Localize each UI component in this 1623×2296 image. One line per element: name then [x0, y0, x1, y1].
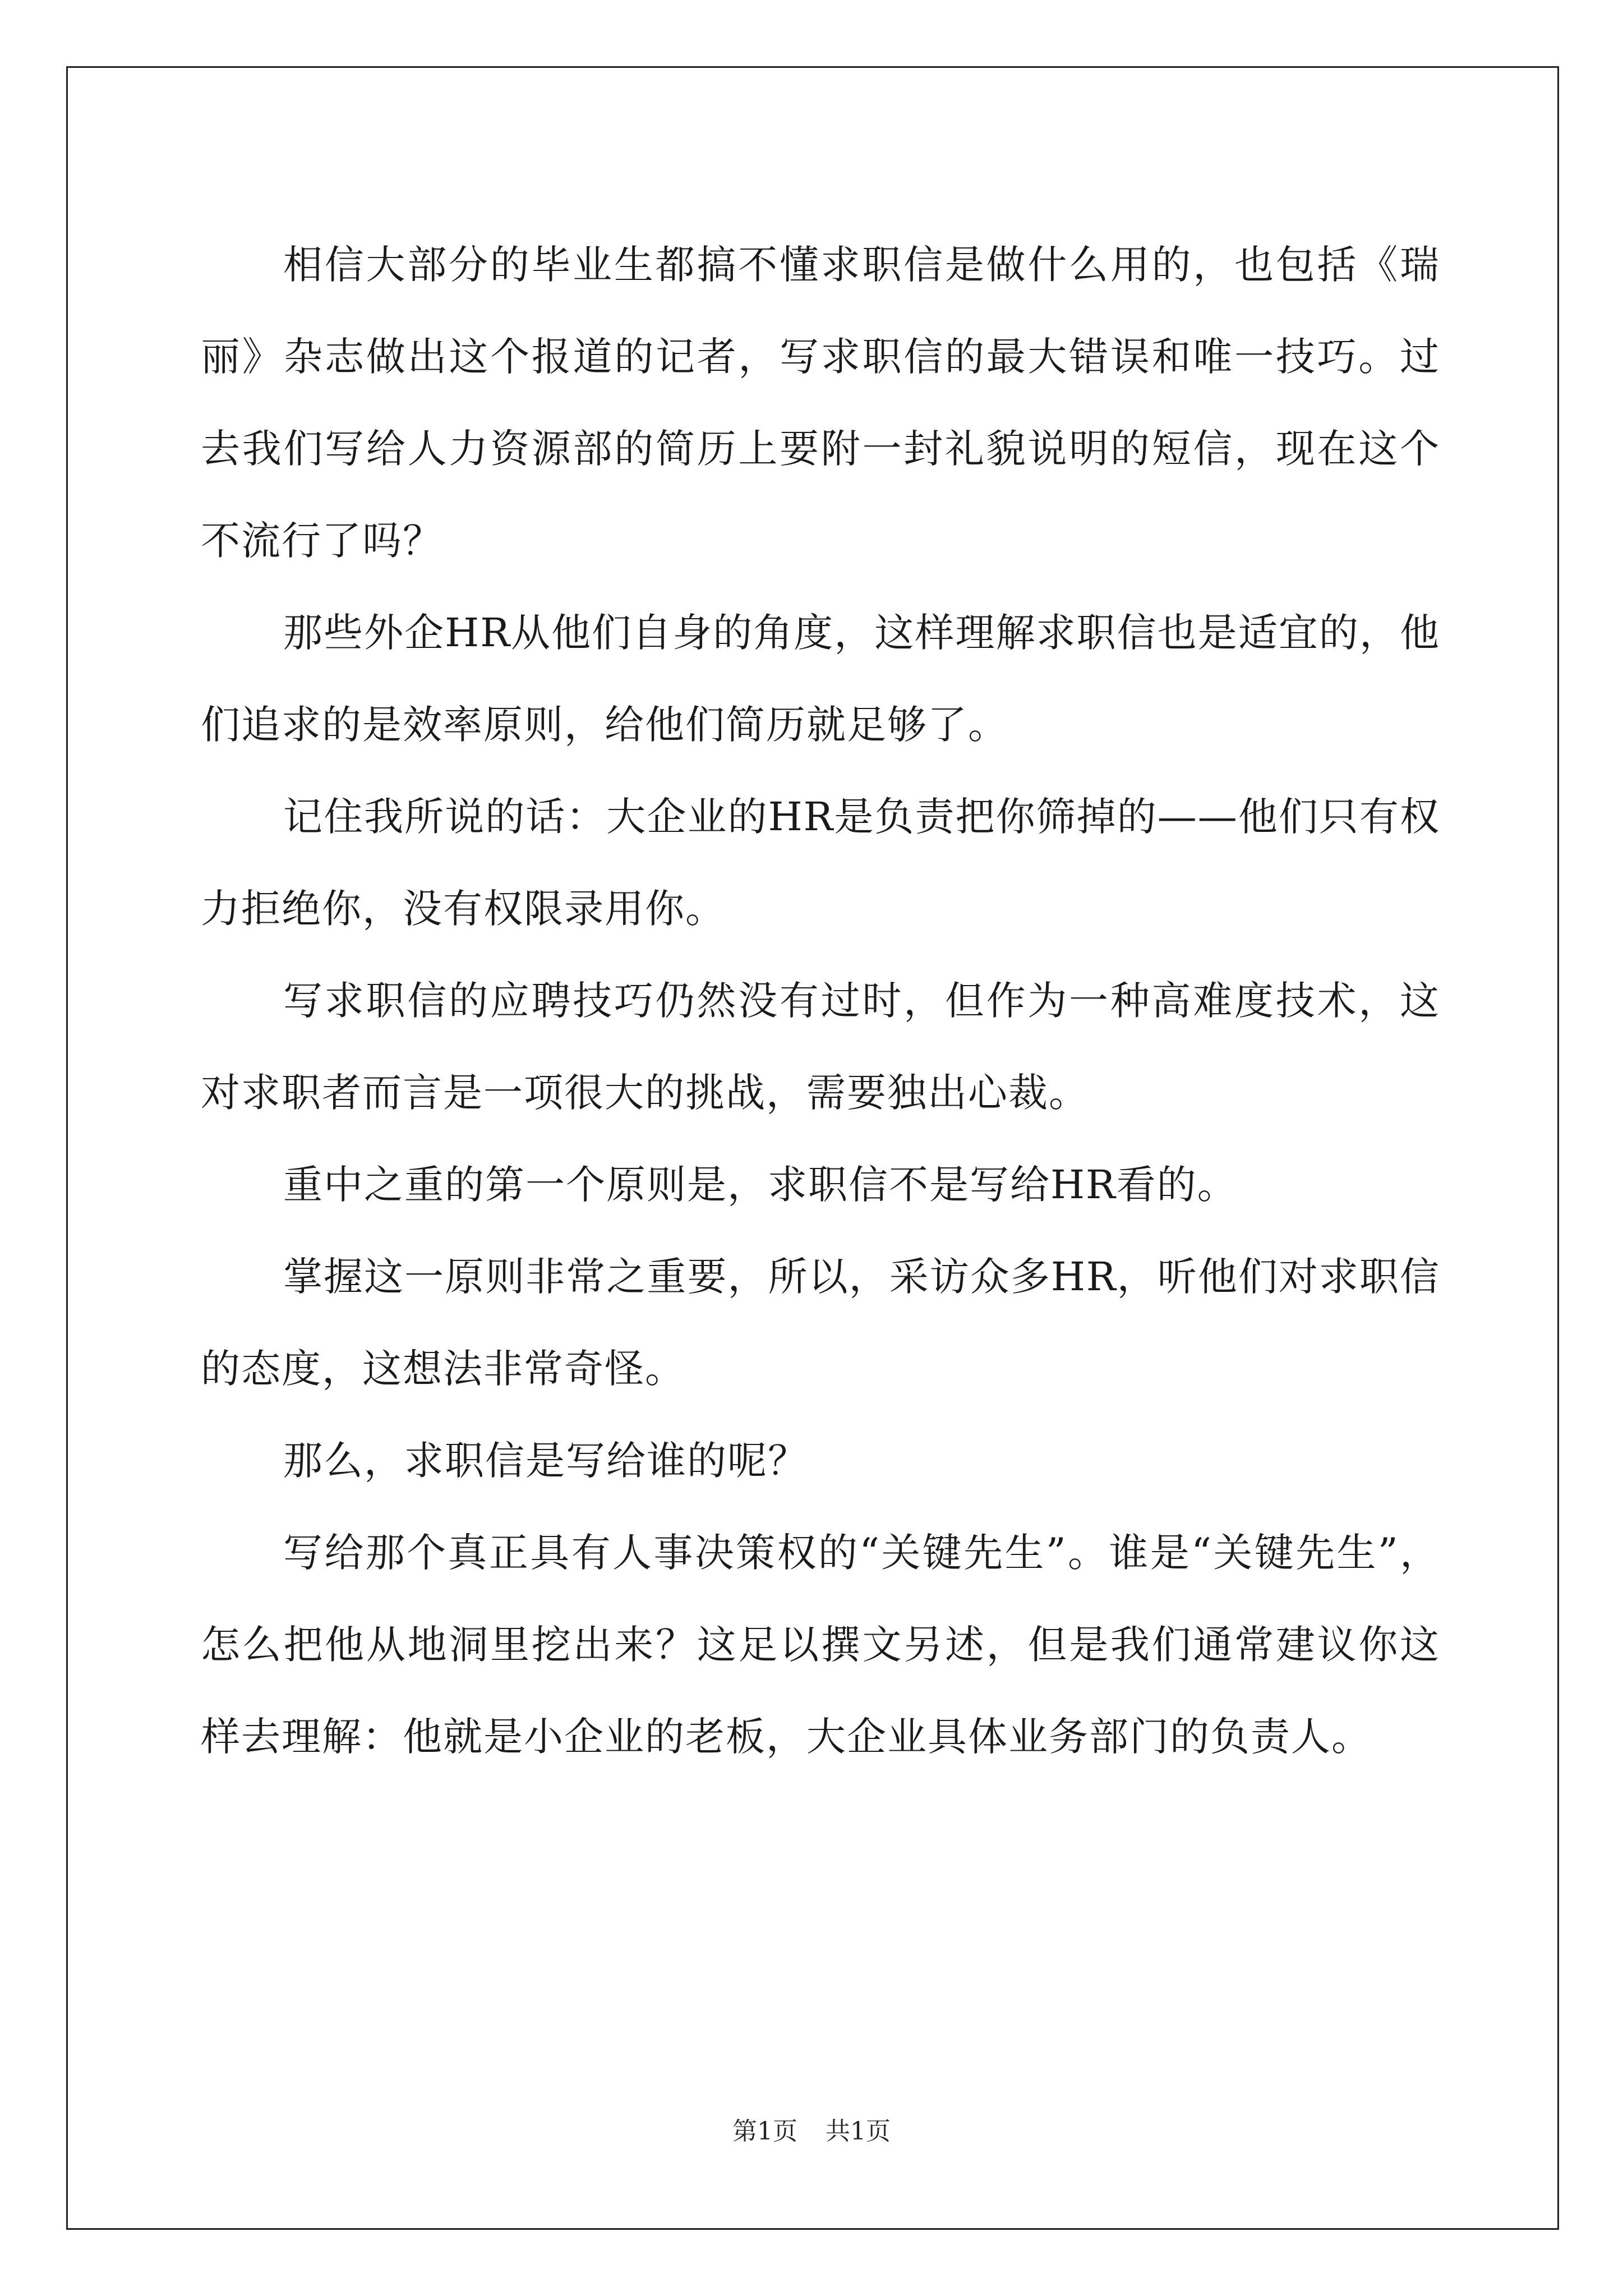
paragraph: 记住我所说的话：大企业的HR是负责把你筛掉的——他们只有权力拒绝你，没有权限录用你。 — [201, 794, 1440, 932]
paragraph: 写给那个真正具有人事决策权的“关键先生”。谁是“关键先生”，怎么把他从地洞里挖出来？这足以撰文另述，但是我们通常建议你这样去理解：他就是小企业的老板，大企业具体业务部门的负责人。 — [201, 1530, 1440, 1760]
paragraph: 写求职信的应聘技巧仍然没有过时，但作为一种高难度技术，这对求职者而言是一项很大的挑战，需要独出心裁。 — [201, 978, 1440, 1116]
paragraph: 掌握这一原则非常之重要，所以，采访众多HR，听他们对求职信的态度，这想法非常奇怪。 — [201, 1254, 1440, 1392]
page-number: 第1页 — [732, 2117, 797, 2146]
page-footer — [0, 2115, 1623, 2148]
page-total: 共1页 — [826, 2117, 891, 2146]
paragraph: 相信大部分的毕业生都搞不懂求职信是做什么用的，也包括《瑞丽》杂志做出这个报道的记者，写求职信的最大错误和唯一技巧。过去我们写给人力资源部的简历上要附一封礼貌说明的短信，现在这个不流行了吗？ — [201, 242, 1440, 564]
paragraph: 那些外企HR从他们自身的角度，这样理解求职信也是适宜的，他们追求的是效率原则，给他们简历就足够了。 — [201, 610, 1440, 748]
paragraph: 重中之重的第一个原则是，求职信不是写给HR看的。 — [283, 1162, 1238, 1208]
paragraph: 那么，求职信是写给谁的呢？ — [283, 1438, 808, 1484]
document-body — [201, 219, 1440, 1783]
